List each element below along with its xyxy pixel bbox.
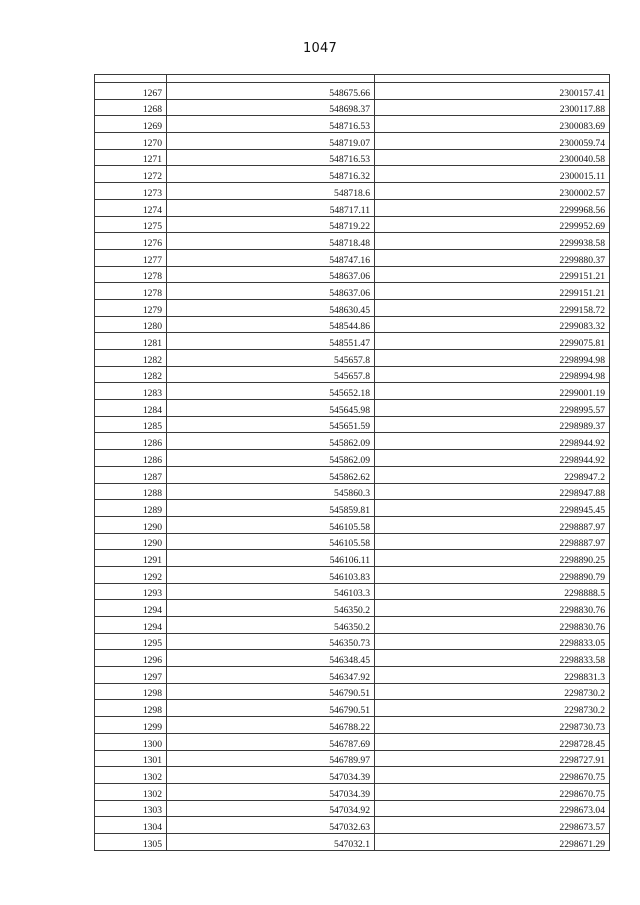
x-coordinate-cell: 547034.39 (167, 767, 375, 784)
x-coordinate-cell: 548637.06 (167, 266, 375, 283)
point-number-cell: 1298 (95, 683, 167, 700)
x-coordinate-cell: 548719.22 (167, 216, 375, 233)
point-number-cell: 1295 (95, 633, 167, 650)
table-row (95, 667, 610, 684)
x-coordinate-cell: 548747.16 (167, 249, 375, 266)
point-number-cell: 1290 (95, 516, 167, 533)
y-coordinate-cell: 2298989.37 (375, 416, 610, 433)
table-row (95, 383, 610, 400)
y-coordinate-cell: 2299158.72 (375, 299, 610, 316)
point-number-cell: 1272 (95, 166, 167, 183)
y-coordinate-cell: 2298727.91 (375, 750, 610, 767)
y-coordinate-cell: 2298673.57 (375, 817, 610, 834)
point-number-cell: 1284 (95, 400, 167, 417)
x-coordinate-cell: 545862.62 (167, 466, 375, 483)
x-coordinate-cell: 548718.48 (167, 233, 375, 250)
point-number-cell: 1282 (95, 350, 167, 367)
y-coordinate-cell: 2298830.76 (375, 617, 610, 634)
y-coordinate-cell: 2299075.81 (375, 333, 610, 350)
table-row (95, 617, 610, 634)
x-coordinate-cell: 548675.66 (167, 83, 375, 100)
point-number-cell: 1267 (95, 83, 167, 100)
y-coordinate-cell: 2298944.92 (375, 450, 610, 467)
y-coordinate-cell: 2298728.45 (375, 733, 610, 750)
point-number-cell: 1299 (95, 717, 167, 734)
x-coordinate-cell: 545645.98 (167, 400, 375, 417)
x-coordinate-cell: 547032.1 (167, 833, 375, 850)
point-number-cell: 1297 (95, 667, 167, 684)
table-row (95, 516, 610, 533)
y-coordinate-cell: 2298947.88 (375, 483, 610, 500)
table-row (95, 249, 610, 266)
table-row (95, 566, 610, 583)
table-row (95, 400, 610, 417)
table-row (95, 450, 610, 467)
page-number: 1047 (303, 41, 337, 56)
table-row (95, 199, 610, 216)
x-coordinate-cell: 548698.37 (167, 99, 375, 116)
point-number-cell: 1293 (95, 583, 167, 600)
point-number-cell: 1282 (95, 366, 167, 383)
x-coordinate-cell: 548637.06 (167, 283, 375, 300)
x-coordinate-cell: 547032.63 (167, 817, 375, 834)
y-coordinate-cell: 2299151.21 (375, 266, 610, 283)
y-coordinate-cell: 2298887.97 (375, 533, 610, 550)
y-coordinate-cell: 2298887.97 (375, 516, 610, 533)
y-coordinate-cell: 2298730.2 (375, 700, 610, 717)
table-row (95, 783, 610, 800)
point-number-cell: 1276 (95, 233, 167, 250)
table-row (95, 416, 610, 433)
y-coordinate-cell: 2300002.57 (375, 183, 610, 200)
table-row (95, 767, 610, 784)
y-coordinate-cell: 2300040.58 (375, 149, 610, 166)
point-number-cell: 1271 (95, 149, 167, 166)
y-coordinate-cell: 2298730.73 (375, 717, 610, 734)
x-coordinate-cell: 546788.22 (167, 717, 375, 734)
y-coordinate-cell: 2299938.58 (375, 233, 610, 250)
x-coordinate-cell: 546103.3 (167, 583, 375, 600)
x-coordinate-cell: 545862.09 (167, 433, 375, 450)
point-number-cell: 1279 (95, 299, 167, 316)
x-coordinate-cell: 546789.97 (167, 750, 375, 767)
point-number-cell: 1288 (95, 483, 167, 500)
y-coordinate-cell: 2298888.5 (375, 583, 610, 600)
x-coordinate-cell: 548544.86 (167, 316, 375, 333)
point-number-cell: 1303 (95, 800, 167, 817)
x-coordinate-cell: 545859.81 (167, 500, 375, 517)
table-row (95, 717, 610, 734)
x-coordinate-cell: 548719.07 (167, 133, 375, 150)
y-coordinate-cell: 2299001.19 (375, 383, 610, 400)
table-row (95, 700, 610, 717)
point-number-cell: 1294 (95, 617, 167, 634)
y-coordinate-cell: 2298833.05 (375, 633, 610, 650)
y-coordinate-cell: 2300015.11 (375, 166, 610, 183)
table-row (95, 550, 610, 567)
x-coordinate-cell: 545657.8 (167, 366, 375, 383)
table-row (95, 283, 610, 300)
point-number-cell: 1274 (95, 199, 167, 216)
y-coordinate-cell: 2300117.88 (375, 99, 610, 116)
y-coordinate-cell: 2298671.29 (375, 833, 610, 850)
table-row (95, 99, 610, 116)
x-coordinate-cell: 546347.92 (167, 667, 375, 684)
table-row (95, 216, 610, 233)
header-cell (375, 75, 610, 83)
x-coordinate-cell: 547034.92 (167, 800, 375, 817)
y-coordinate-cell: 2298994.98 (375, 366, 610, 383)
point-number-cell: 1286 (95, 433, 167, 450)
x-coordinate-cell: 546105.58 (167, 516, 375, 533)
y-coordinate-cell: 2299880.37 (375, 249, 610, 266)
point-number-cell: 1281 (95, 333, 167, 350)
x-coordinate-cell: 546103.83 (167, 566, 375, 583)
table-row (95, 466, 610, 483)
x-coordinate-cell: 546787.69 (167, 733, 375, 750)
y-coordinate-cell: 2298947.2 (375, 466, 610, 483)
y-coordinate-cell: 2298670.75 (375, 783, 610, 800)
y-coordinate-cell: 2298730.2 (375, 683, 610, 700)
x-coordinate-cell: 546350.2 (167, 617, 375, 634)
table-row (95, 833, 610, 850)
header-cell (167, 75, 375, 83)
table-row (95, 800, 610, 817)
y-coordinate-cell: 2298673.04 (375, 800, 610, 817)
x-coordinate-cell: 548630.45 (167, 299, 375, 316)
table-row (95, 350, 610, 367)
x-coordinate-cell: 548551.47 (167, 333, 375, 350)
coordinates-table (94, 74, 610, 851)
point-number-cell: 1278 (95, 266, 167, 283)
y-coordinate-cell: 2298833.58 (375, 650, 610, 667)
point-number-cell: 1273 (95, 183, 167, 200)
point-number-cell: 1280 (95, 316, 167, 333)
x-coordinate-cell: 548718.6 (167, 183, 375, 200)
point-number-cell: 1305 (95, 833, 167, 850)
point-number-cell: 1302 (95, 783, 167, 800)
table-row (95, 750, 610, 767)
point-number-cell: 1268 (95, 99, 167, 116)
x-coordinate-cell: 545860.3 (167, 483, 375, 500)
point-number-cell: 1286 (95, 450, 167, 467)
x-coordinate-cell: 546790.51 (167, 683, 375, 700)
y-coordinate-cell: 2300157.41 (375, 83, 610, 100)
y-coordinate-cell: 2298994.98 (375, 350, 610, 367)
y-coordinate-cell: 2300083.69 (375, 116, 610, 133)
point-number-cell: 1302 (95, 767, 167, 784)
x-coordinate-cell: 545862.09 (167, 450, 375, 467)
point-number-cell: 1278 (95, 283, 167, 300)
y-coordinate-cell: 2298890.79 (375, 566, 610, 583)
table-row (95, 583, 610, 600)
table-row (95, 600, 610, 617)
table-row (95, 316, 610, 333)
table-row (95, 633, 610, 650)
coordinates-table-container (94, 74, 610, 851)
table-row (95, 116, 610, 133)
x-coordinate-cell: 545651.59 (167, 416, 375, 433)
table-row (95, 433, 610, 450)
y-coordinate-cell: 2298945.45 (375, 500, 610, 517)
point-number-cell: 1298 (95, 700, 167, 717)
point-number-cell: 1269 (95, 116, 167, 133)
y-coordinate-cell: 2299083.32 (375, 316, 610, 333)
point-number-cell: 1285 (95, 416, 167, 433)
table-row (95, 266, 610, 283)
x-coordinate-cell: 548716.32 (167, 166, 375, 183)
header-cell (95, 75, 167, 83)
table-row (95, 149, 610, 166)
table-row (95, 650, 610, 667)
table-row (95, 533, 610, 550)
point-number-cell: 1304 (95, 817, 167, 834)
x-coordinate-cell: 546350.73 (167, 633, 375, 650)
y-coordinate-cell: 2300059.74 (375, 133, 610, 150)
x-coordinate-cell: 546105.58 (167, 533, 375, 550)
table-body (95, 75, 610, 851)
table-header-row (95, 75, 610, 83)
table-row (95, 83, 610, 100)
point-number-cell: 1270 (95, 133, 167, 150)
table-row (95, 233, 610, 250)
y-coordinate-cell: 2298830.76 (375, 600, 610, 617)
table-row (95, 733, 610, 750)
y-coordinate-cell: 2299968.56 (375, 199, 610, 216)
point-number-cell: 1277 (95, 249, 167, 266)
y-coordinate-cell: 2298670.75 (375, 767, 610, 784)
table-row (95, 483, 610, 500)
x-coordinate-cell: 548716.53 (167, 149, 375, 166)
table-row (95, 183, 610, 200)
y-coordinate-cell: 2298831.3 (375, 667, 610, 684)
point-number-cell: 1283 (95, 383, 167, 400)
y-coordinate-cell: 2298944.92 (375, 433, 610, 450)
x-coordinate-cell: 548716.53 (167, 116, 375, 133)
point-number-cell: 1300 (95, 733, 167, 750)
table-row (95, 366, 610, 383)
table-row (95, 333, 610, 350)
y-coordinate-cell: 2298890.25 (375, 550, 610, 567)
point-number-cell: 1291 (95, 550, 167, 567)
table-row (95, 166, 610, 183)
x-coordinate-cell: 546350.2 (167, 600, 375, 617)
point-number-cell: 1289 (95, 500, 167, 517)
x-coordinate-cell: 546106.11 (167, 550, 375, 567)
x-coordinate-cell: 545657.8 (167, 350, 375, 367)
y-coordinate-cell: 2299952.69 (375, 216, 610, 233)
x-coordinate-cell: 546348.45 (167, 650, 375, 667)
point-number-cell: 1287 (95, 466, 167, 483)
point-number-cell: 1290 (95, 533, 167, 550)
x-coordinate-cell: 546790.51 (167, 700, 375, 717)
point-number-cell: 1275 (95, 216, 167, 233)
x-coordinate-cell: 545652.18 (167, 383, 375, 400)
point-number-cell: 1296 (95, 650, 167, 667)
table-row (95, 683, 610, 700)
table-row (95, 500, 610, 517)
point-number-cell: 1294 (95, 600, 167, 617)
y-coordinate-cell: 2298995.57 (375, 400, 610, 417)
x-coordinate-cell: 547034.39 (167, 783, 375, 800)
x-coordinate-cell: 548717.11 (167, 199, 375, 216)
point-number-cell: 1292 (95, 566, 167, 583)
table-row (95, 299, 610, 316)
point-number-cell: 1301 (95, 750, 167, 767)
table-row (95, 133, 610, 150)
table-row (95, 817, 610, 834)
y-coordinate-cell: 2299151.21 (375, 283, 610, 300)
